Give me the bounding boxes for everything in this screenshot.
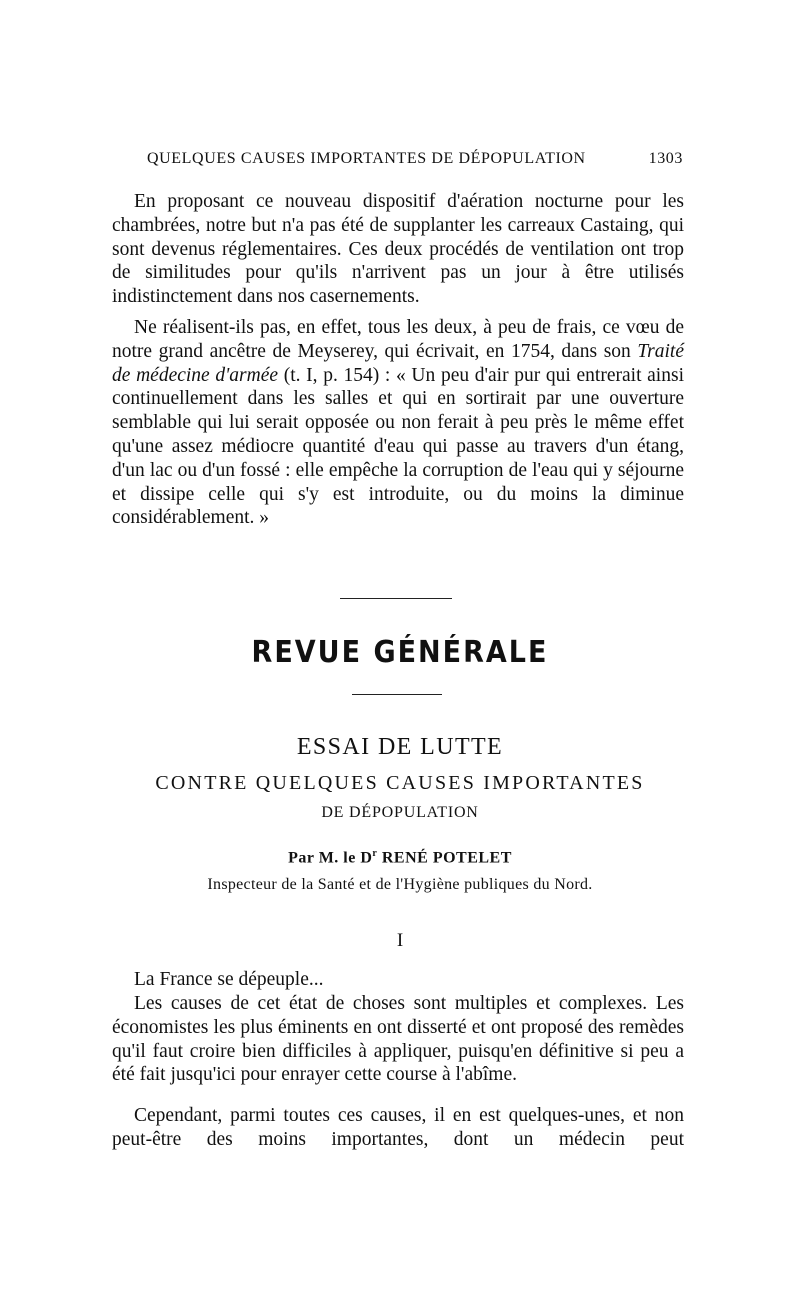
author-prefix: Par M. le D xyxy=(288,849,373,867)
body-paragraph: Les causes de cet état de choses sont multiples et complexes. Les économistes les plus éminents en ont disserté et ont proposé des remèdes qu'il faut croire bien difficiles à appliquer, puisqu'en définitive si peu a été fait jusqu'ici pour enrayer cette course à l'abîme. xyxy=(112,993,684,1086)
quote-text: (t. I, p. 154) : « Un peu d'air pur qui entrerait ainsi continuellement dans les salles et qui en sortirait par une ouverture semblable qui lui serait opposée ou non ferait à peu près le même effet qu'une assez médiocre quantité d'eau qui passe au travers d'un étang, d'un lac ou d'un fossé : elle empêche la corruption de l'eau qui y séjourne et dissipe celle qui s'y est introduite, ou du moins la diminue considérablement. » xyxy=(112,364,684,529)
page-number: 1303 xyxy=(648,150,683,167)
book-title: Traité de médecine d'armée xyxy=(112,340,684,386)
paragraph-ventilation: En proposant ce nouveau dispositif d'aération nocturne pour les chambrées, notre but n'a pas été de supplanter les carreaux Castaing, qui sont devenus réglementaires. Ces deux procédés de ventilation ont trop de similitudes pour qu'ils n'arrivent pas un jour à être utilisés indistinctement dans nos casernements. xyxy=(112,191,684,308)
divider-rule xyxy=(352,694,442,695)
divider-rule xyxy=(340,598,452,599)
part-numeral: I xyxy=(396,930,404,951)
author-affiliation: Inspecteur de la Santé et de l'Hygiène publiques du Nord. xyxy=(207,876,593,893)
author-title-superscript: r xyxy=(372,848,378,859)
body-paragraph: Cependant, parmi toutes ces causes, il en est quelques-unes, et non peut-être des moins importantes, dont un médecin peut xyxy=(112,1105,684,1150)
article-title: ESSAI DE LUTTE xyxy=(296,734,504,760)
paragraph-meyserey-quote xyxy=(112,316,684,530)
running-header xyxy=(147,150,683,168)
body-paragraph: La France se dépeuple... xyxy=(134,969,324,990)
article-subtitle-line-2: DE DÉPOPULATION xyxy=(321,804,479,821)
running-title: QUELQUES CAUSES IMPORTANTES DE DÉPOPULATION xyxy=(147,150,586,167)
article-author xyxy=(0,848,800,867)
author-name: RENÉ POTELET xyxy=(377,849,512,867)
quote-lead-text: Ne réalisent-ils pas, en effet, tous les deux, à peu de frais, ce vœu de notre grand ancêtre de Meyserey, qui écrivait, en 1754, dans son xyxy=(112,317,684,362)
section-title: REVUE GÉNÉRALE xyxy=(251,635,549,670)
article-subtitle-line-1: CONTRE QUELQUES CAUSES IMPORTANTES xyxy=(155,772,645,794)
